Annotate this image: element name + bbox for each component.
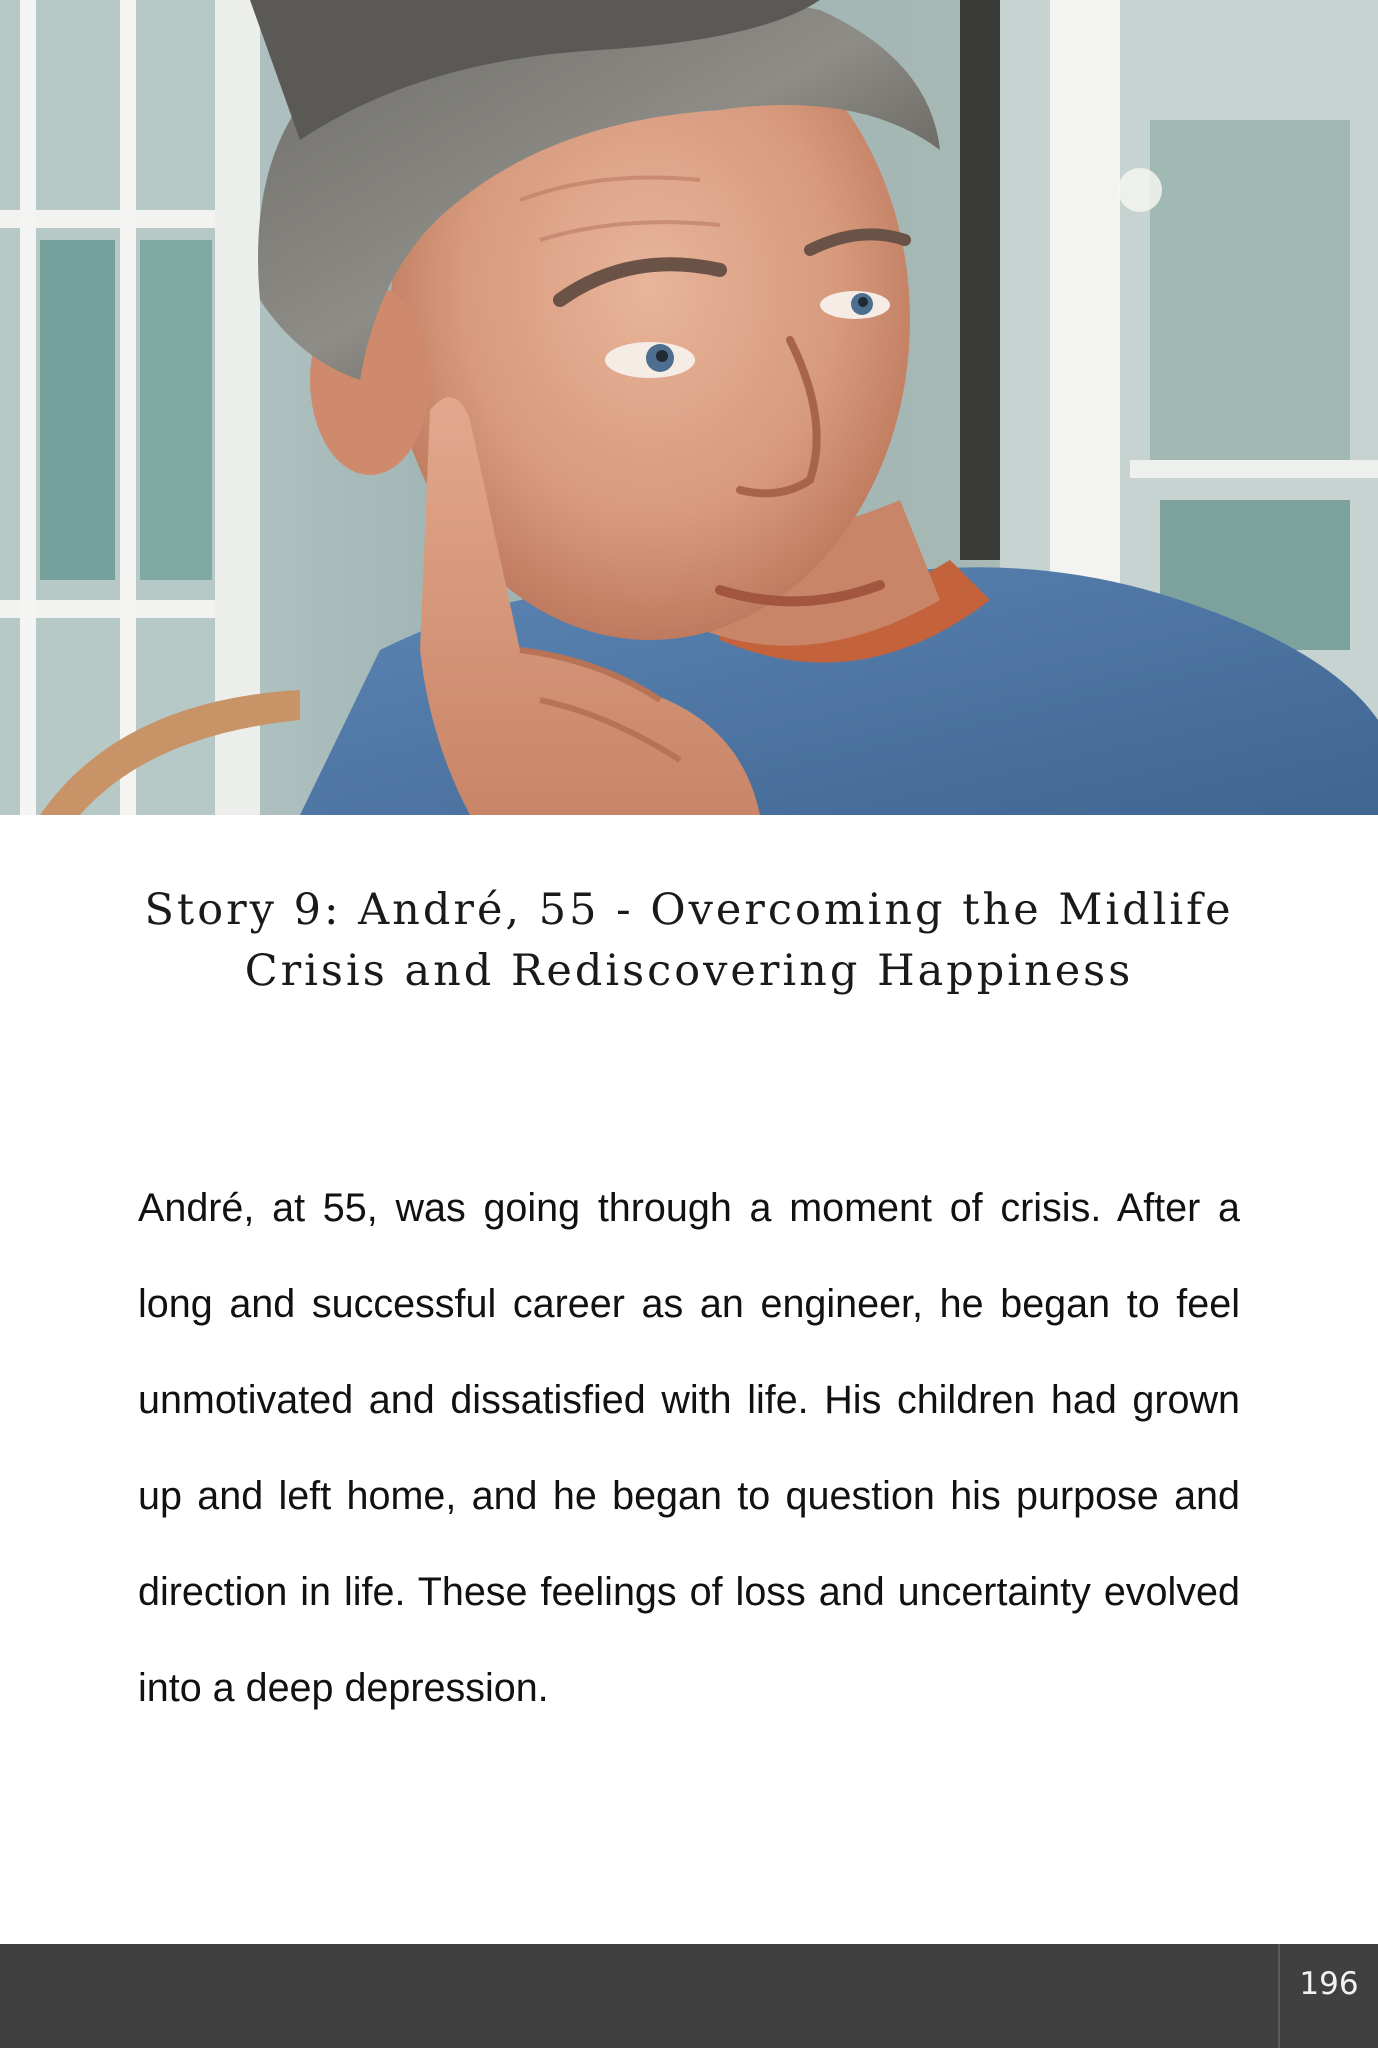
page-number: 196: [1299, 1966, 1359, 2002]
story-photo: [0, 0, 1378, 815]
story-title: Story 9: André, 55 - Overcoming the Midlife Crisis and Rediscovering Happiness: [144, 885, 1234, 996]
page-footer: [0, 1944, 1378, 2048]
story-body: André, at 55, was going through a moment of crisis. After a long and successful career as an engineer, he began to feel unmotivated and dissatisfied with life. His children had grown up and left home, and he began to question his purpose and direction in life. These feelings of loss and uncertainty evolved into a deep depression.: [138, 1186, 1240, 1710]
